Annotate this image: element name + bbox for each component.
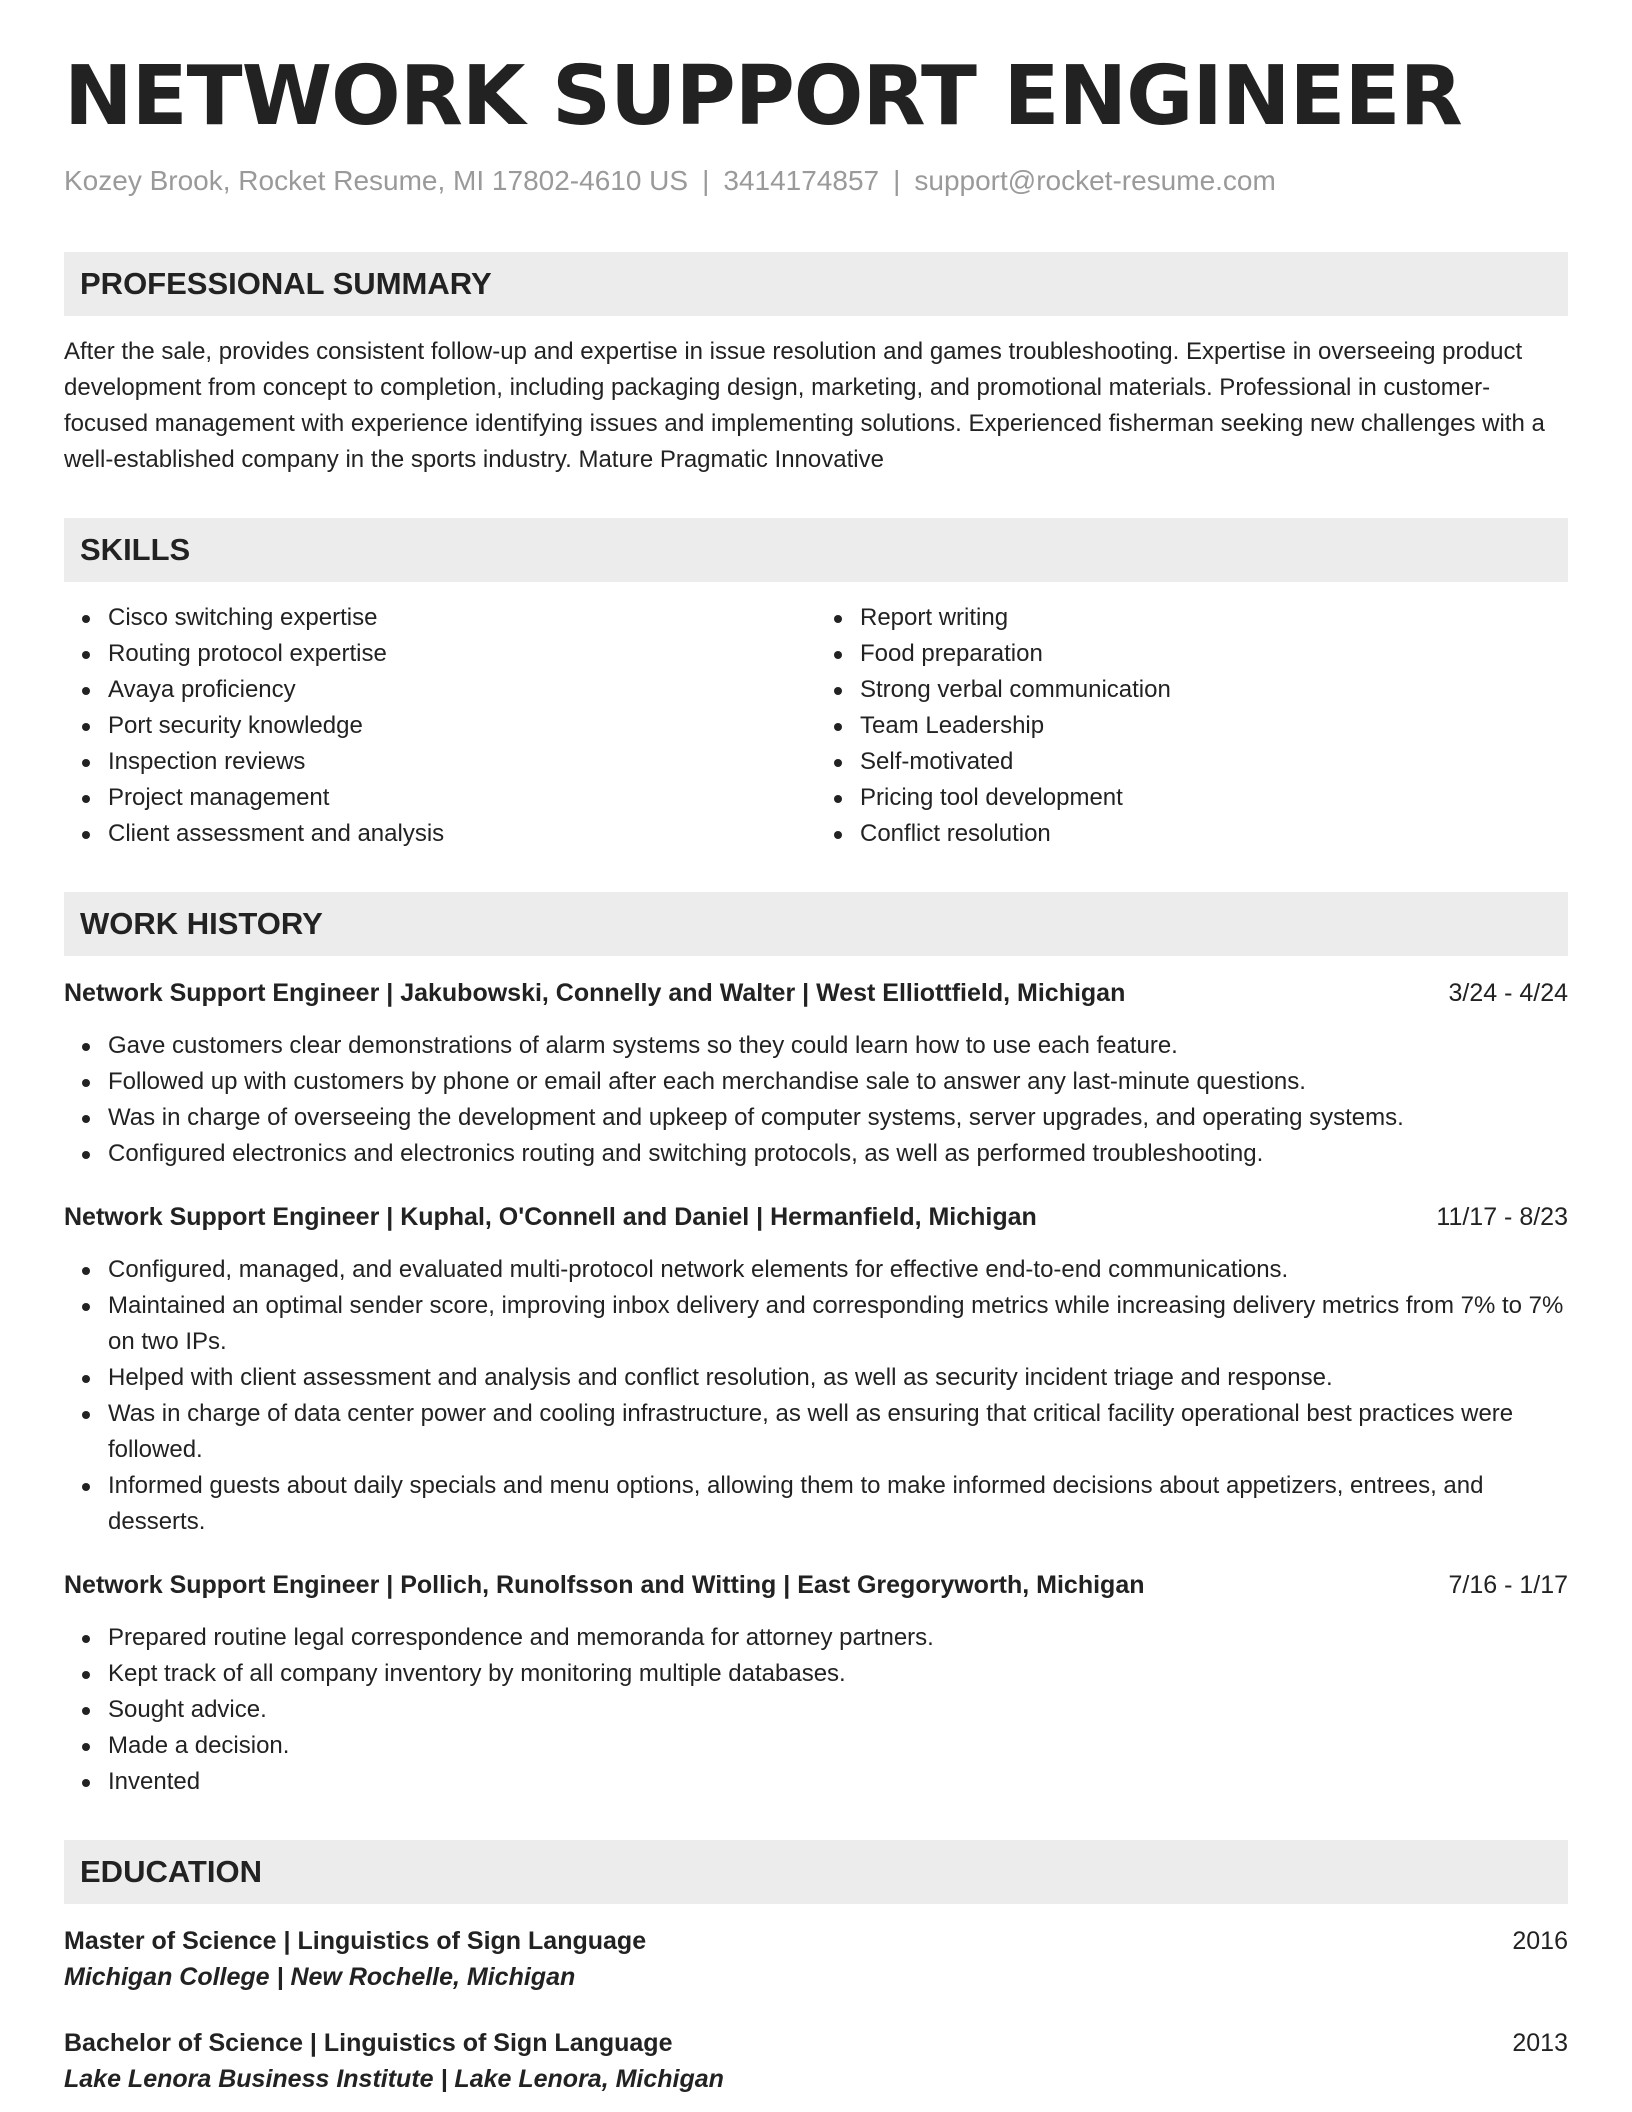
- contact-separator: |: [893, 165, 901, 197]
- education-year: 2016: [1512, 1926, 1568, 1955]
- skill-item: Avaya proficiency: [108, 672, 816, 708]
- job-bullet: Informed guests about daily specials and menu options, allowing them to make informed decisions about appetizers, entrees, and desserts.: [108, 1468, 1568, 1540]
- job-dates: 11/17 - 8/23: [1436, 1202, 1568, 1231]
- contact-phone: 3414174857: [723, 165, 880, 197]
- job-header: [64, 976, 1568, 1010]
- education-degree: Bachelor of Science | Linguistics of Sign Language: [64, 2028, 673, 2057]
- skill-item: Pricing tool development: [860, 780, 1568, 816]
- job-bullet: Was in charge of overseeing the development and upkeep of computer systems, server upgrades, and operating systems.: [108, 1100, 1568, 1136]
- education-year: 2013: [1512, 2028, 1568, 2057]
- section-header-skills: SKILLS: [64, 518, 1568, 582]
- education-header: [64, 1924, 1568, 1958]
- skills-column-left: [64, 600, 816, 852]
- contact-address: Kozey Brook, Rocket Resume, MI 17802-4610 US: [64, 165, 689, 197]
- job-header: [64, 1568, 1568, 1602]
- job-dates: 7/16 - 1/17: [1448, 1570, 1568, 1599]
- summary-text: After the sale, provides consistent follow-up and expertise in issue resolution and games troubleshooting. Expertise in overseeing product development from concept to completion, including packaging design, marketing, and promotional materials. Professional in customer-focused management with experience identifying issues and implementing solutions. Experienced fisherman seeking new challenges with a well-established company in the sports industry. Mature Pragmatic Innovative: [64, 337, 1545, 473]
- section-header-summary: PROFESSIONAL SUMMARY: [64, 252, 1568, 316]
- job-bullet: Kept track of all company inventory by monitoring multiple databases.: [108, 1656, 1568, 1692]
- skill-item: Inspection reviews: [108, 744, 816, 780]
- job-bullet: Configured electronics and electronics routing and switching protocols, as well as performed troubleshooting.: [108, 1136, 1568, 1172]
- section-header-work-history: WORK HISTORY: [64, 892, 1568, 956]
- job-bullets: [64, 1252, 1568, 1540]
- job-bullet: Gave customers clear demonstrations of alarm systems so they could learn how to use each feature.: [108, 1028, 1568, 1064]
- contact-separator: |: [702, 165, 710, 197]
- education-school: Michigan College | New Rochelle, Michigan: [64, 1962, 576, 1991]
- contact-email[interactable]: support@rocket-resume.com: [914, 165, 1276, 197]
- job-bullet: Sought advice.: [108, 1692, 1568, 1728]
- resume-name: NETWORK SUPPORT ENGINEER: [64, 49, 1462, 144]
- job-bullet: Configured, managed, and evaluated multi-protocol network elements for effective end-to-end communications.: [108, 1252, 1568, 1288]
- education-school: Lake Lenora Business Institute | Lake Lenora, Michigan: [64, 2064, 724, 2093]
- job-bullet: Prepared routine legal correspondence and memoranda for attorney partners.: [108, 1620, 1568, 1656]
- education-entry: [64, 1924, 1568, 1996]
- job-entry: [64, 1200, 1568, 1540]
- skills-column-right: [816, 600, 1568, 852]
- job-heading: Network Support Engineer | Kuphal, O'Connell and Daniel | Hermanfield, Michigan: [64, 1202, 1037, 1231]
- skill-item: Cisco switching expertise: [108, 600, 816, 636]
- skills-list: [64, 600, 1568, 852]
- job-bullet: Followed up with customers by phone or email after each merchandise sale to answer any last-minute questions.: [108, 1064, 1568, 1100]
- job-entry: [64, 976, 1568, 1172]
- job-bullet: Made a decision.: [108, 1728, 1568, 1764]
- job-bullet: Invented: [108, 1764, 1568, 1800]
- education-degree: Master of Science | Linguistics of Sign Language: [64, 1926, 647, 1955]
- skill-item: Report writing: [860, 600, 1568, 636]
- job-bullets: [64, 1028, 1568, 1172]
- skill-item: Food preparation: [860, 636, 1568, 672]
- job-heading: Network Support Engineer | Pollich, Runolfsson and Witting | East Gregoryworth, Michigan: [64, 1570, 1145, 1599]
- skill-item: Client assessment and analysis: [108, 816, 816, 852]
- education-header: [64, 2026, 1568, 2060]
- skill-item: Routing protocol expertise: [108, 636, 816, 672]
- section-header-education: EDUCATION: [64, 1840, 1568, 1904]
- skill-item: Conflict resolution: [860, 816, 1568, 852]
- skill-item: Port security knowledge: [108, 708, 816, 744]
- skill-item: Team Leadership: [860, 708, 1568, 744]
- skill-item: Project management: [108, 780, 816, 816]
- job-heading: Network Support Engineer | Jakubowski, Connelly and Walter | West Elliottfield, Michigan: [64, 978, 1126, 1007]
- contact-line: [64, 164, 1568, 198]
- job-bullets: [64, 1620, 1568, 1800]
- job-dates: 3/24 - 4/24: [1448, 978, 1568, 1007]
- skill-item: Self-motivated: [860, 744, 1568, 780]
- job-bullet: Was in charge of data center power and cooling infrastructure, as well as ensuring that critical facility operational best practices were followed.: [108, 1396, 1568, 1468]
- job-entry: [64, 1568, 1568, 1800]
- education-entry: [64, 2026, 1568, 2098]
- job-bullet: Maintained an optimal sender score, improving inbox delivery and corresponding metrics while increasing delivery metrics from 7% to 7% on two IPs.: [108, 1288, 1568, 1360]
- skill-item: Strong verbal communication: [860, 672, 1568, 708]
- job-header: [64, 1200, 1568, 1234]
- job-bullet: Helped with client assessment and analysis and conflict resolution, as well as security incident triage and response.: [108, 1360, 1568, 1396]
